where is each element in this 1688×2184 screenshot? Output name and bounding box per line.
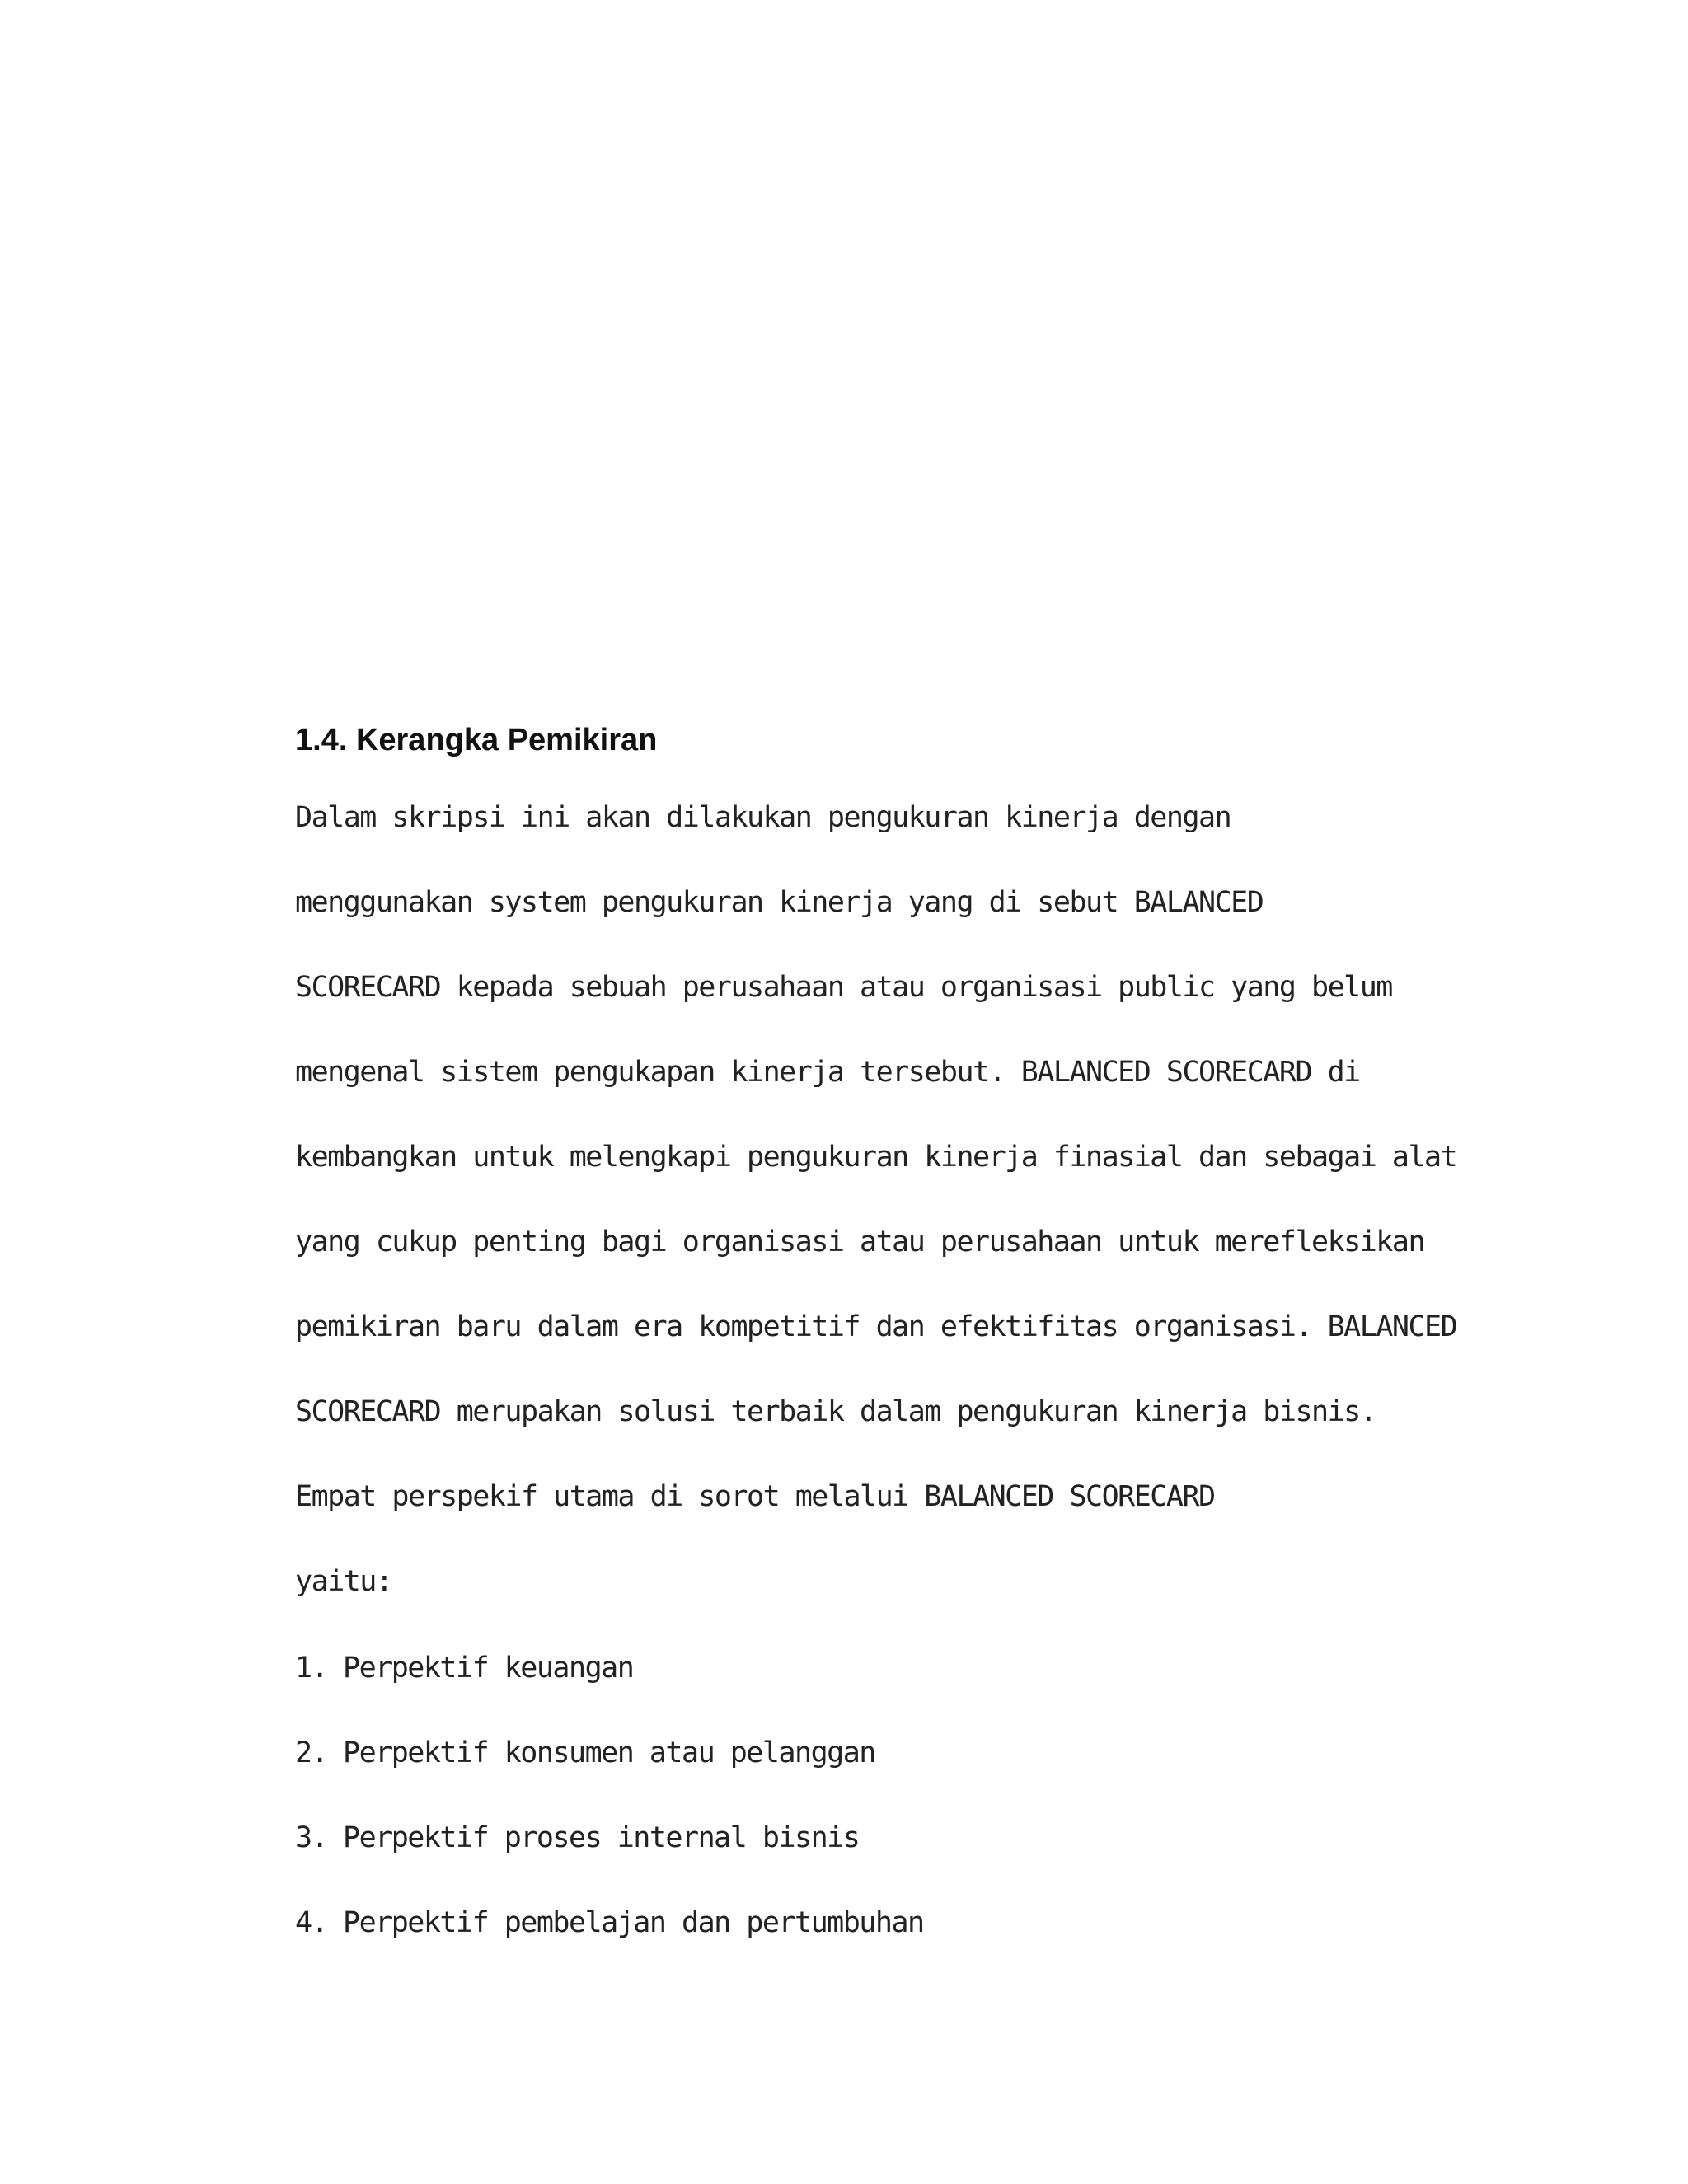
paragraph-line: kembangkan untuk melengkapi pengukuran kinerja finasial dan sebagai alat [295, 1141, 1457, 1174]
paragraph-line: mengenal sistem pengukapan kinerja tersebut. BALANCED SCORECARD di [295, 1056, 1360, 1089]
paragraph-line: pemikiran baru dalam era kompetitif dan efektifitas organisasi. BALANCED [295, 1310, 1457, 1343]
list-item [295, 1732, 924, 1817]
section-heading: 1.4. Kerangka Pemikiran [295, 723, 658, 757]
paragraph-line: yang cukup penting bagi organisasi atau perusahaan untuk merefleksikan [295, 1226, 1425, 1258]
paragraph-line: menggunakan system pengukuran kinerja yang di sebut BALANCED [295, 886, 1264, 919]
list-item [295, 1817, 924, 1902]
list-item-text: Perpektif proses internal bisnis [343, 1821, 860, 1854]
paragraph-line: yaitu: [295, 1565, 392, 1598]
paragraph-line: SCORECARD kepada sebuah perusahaan atau organisasi public yang belum [295, 971, 1392, 1004]
paragraph-line: SCORECARD merupakan solusi terbaik dalam pengukuran kinerja bisnis. [295, 1395, 1376, 1428]
list-item-number: 4. [295, 1906, 328, 1939]
paragraph-line: Dalam skripsi ini akan dilakukan pengukuran kinerja dengan [295, 801, 1231, 834]
list-item-number: 1. [295, 1652, 328, 1685]
list-item-text: Perpektif pembelajan dan pertumbuhan [343, 1906, 924, 1939]
perspective-list [295, 1647, 924, 1987]
paragraph [295, 797, 1456, 1646]
paragraph-line: Empat perspekif utama di sorot melalui BALANCED SCORECARD [295, 1480, 1215, 1513]
list-item-text: Perpektif keuangan [343, 1652, 634, 1685]
list-item [295, 1902, 924, 1987]
list-item-number: 3. [295, 1821, 328, 1854]
list-item-number: 2. [295, 1736, 328, 1769]
list-item-text: Perpektif konsumen atau pelanggan [343, 1736, 875, 1769]
list-item [295, 1647, 924, 1732]
